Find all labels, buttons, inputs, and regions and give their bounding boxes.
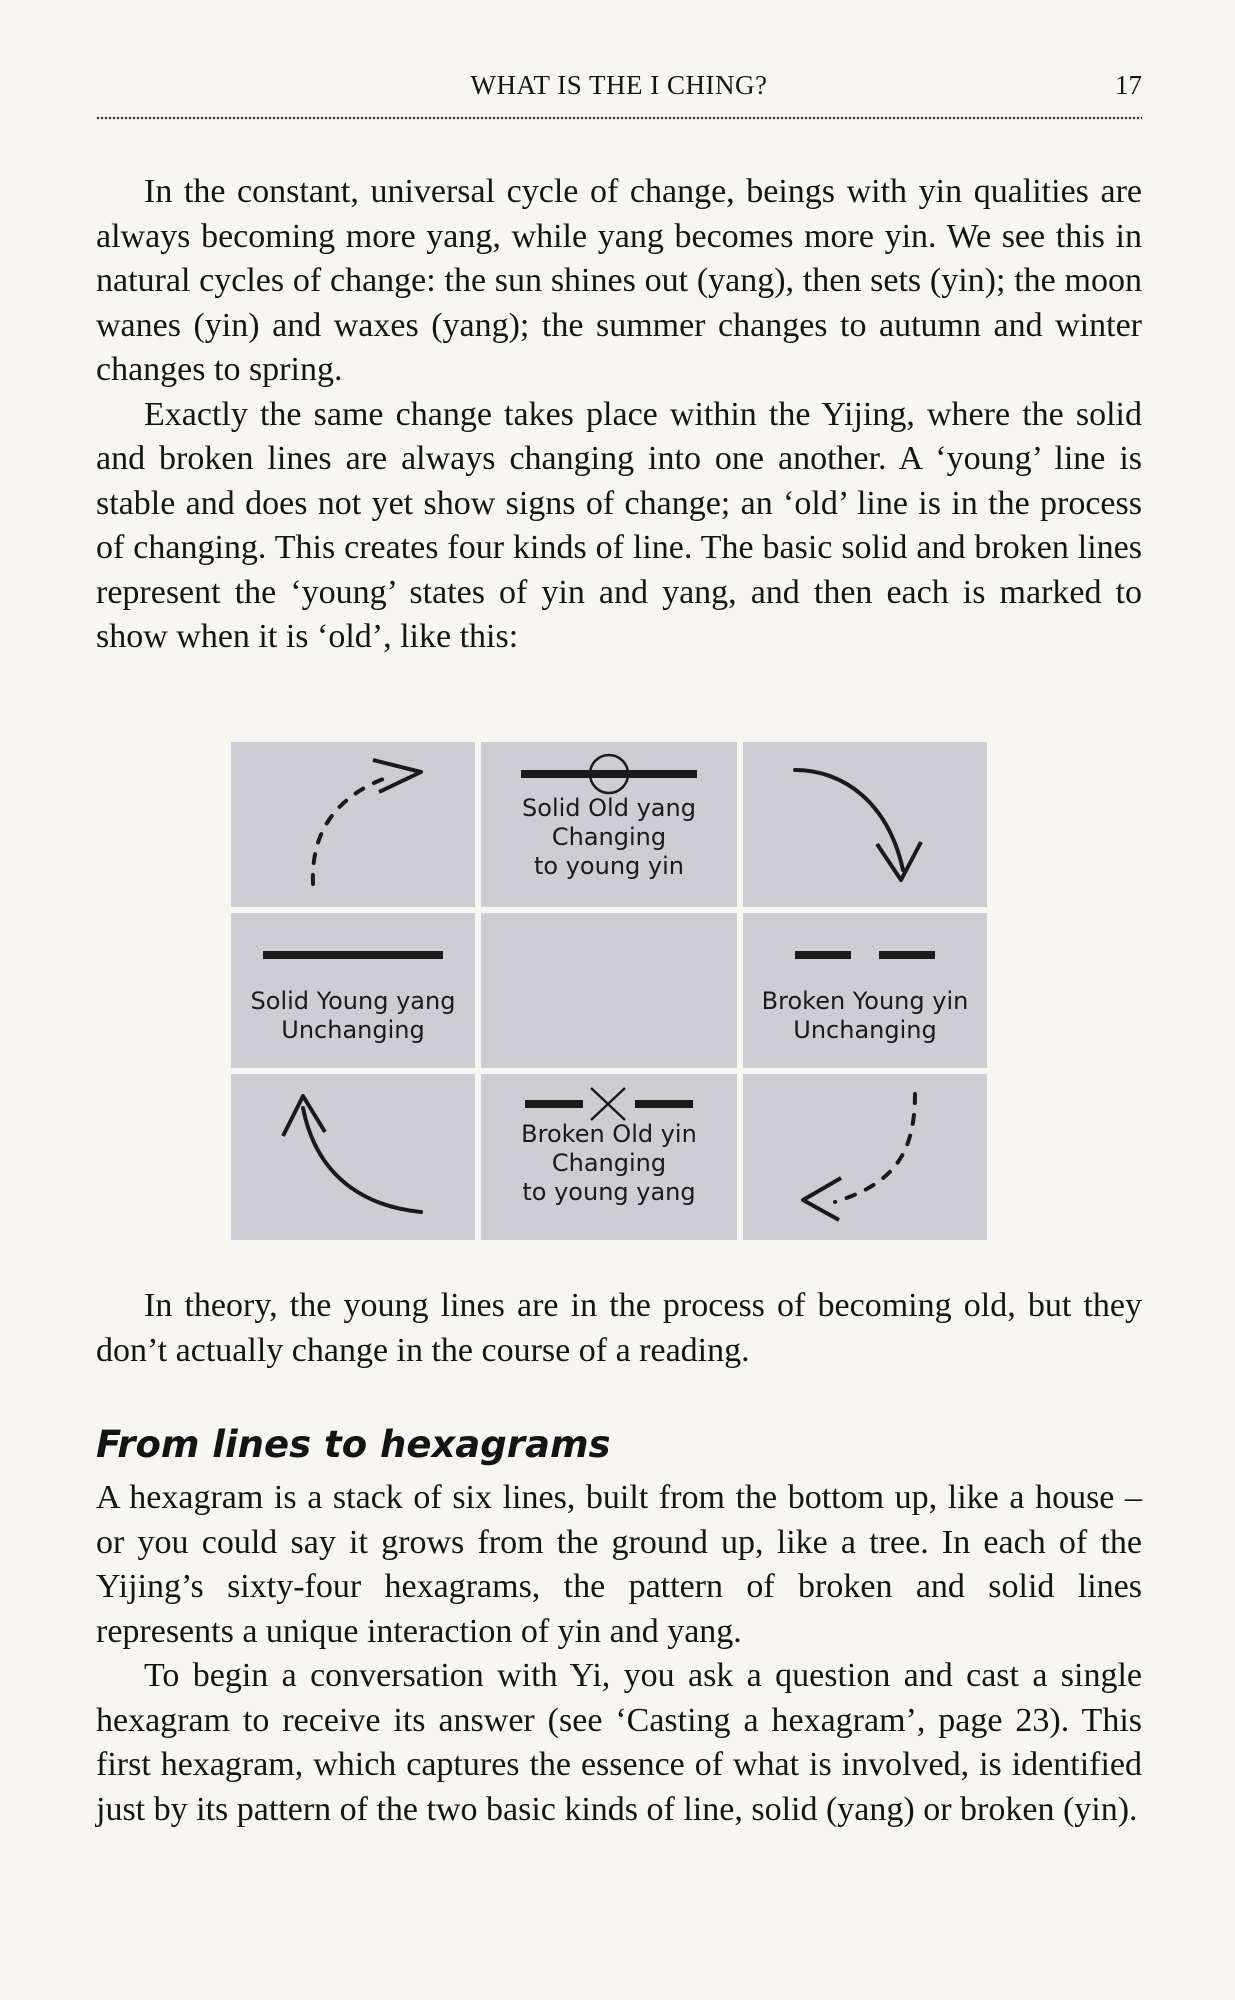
broken-old-label-line-2: Changing — [551, 1149, 667, 1177]
section-heading: From lines to hexagrams — [96, 1423, 611, 1466]
solid-old-cell — [481, 742, 737, 907]
solid-old-label — [481, 794, 737, 881]
arrow-cell-bottom-right — [743, 1074, 987, 1240]
paragraph-1: In the constant, universal cycle of change, beings with yin qualities are always becoming more yang, while yang becomes more yin. We see this in natural cycles of change: the sun shines out (yang), then sets (yin); the moon wanes (yin) and waxes (yang); the summer changes to autumn and winter changes to spring. — [96, 173, 1142, 388]
arrow-cell-top-left — [231, 742, 475, 907]
solid-young-label-line-2: Unchanging — [281, 1016, 425, 1044]
running-title: WHAT IS THE I CHING? — [470, 70, 768, 100]
running-head — [96, 70, 1142, 110]
solid-young-label-line-1: Solid Young yang — [250, 987, 456, 1015]
solid-young-cell — [231, 913, 475, 1068]
solid-old-label-line-1: Solid Old yang — [522, 794, 696, 822]
solid-old-label-line-2: Changing — [551, 823, 667, 851]
dashed-curved-arrow-icon — [231, 742, 475, 907]
broken-old-cell — [481, 1074, 737, 1240]
broken-young-label-line-1: Broken Young yin — [761, 987, 969, 1015]
solid-young-label — [231, 987, 475, 1045]
paragraph-3: In theory, the young lines are in the process of becoming old, but they don’t actually change in the course of a reading. — [96, 1287, 1142, 1369]
page-number: 17 — [1115, 70, 1142, 100]
post-figure-text — [96, 1284, 1142, 1373]
paragraph-4: A hexagram is a stack of six lines, built from the bottom up, like a house – or you could say it grows from the ground up, like a tree. In each of the Yijing’s sixty-four hexagrams, the pattern of broken and solid lines represents a unique interaction of yin and yang. — [96, 1479, 1142, 1650]
broken-old-label — [481, 1120, 737, 1207]
paragraph-5: To begin a conversation with Yi, you ask a question and cast a single hexagram to receive its answer (see ‘Casting a hexagram’, page 23). This first hexagram, which captures the essence of what is involved, is identified just by its pattern of the two basic kinds of line, solid (yang) or broken (yin). — [96, 1657, 1142, 1828]
broken-young-label-line-2: Unchanging — [793, 1016, 937, 1044]
solid-old-label-line-3: to young yin — [534, 852, 684, 880]
dashed-curved-arrow-left-icon — [743, 1074, 987, 1240]
broken-old-label-line-1: Broken Old yin — [521, 1120, 697, 1148]
broken-young-cell — [743, 913, 987, 1068]
opening-text — [96, 170, 1142, 660]
arrow-cell-top-right — [743, 742, 987, 907]
curved-arrow-up-icon — [231, 1074, 475, 1240]
arrow-cell-bottom-left — [231, 1074, 475, 1240]
paragraph-2: Exactly the same change takes place within the Yijing, where the solid and broken lines are always changing into one another. A ‘young’ line is stable and does not yet show signs of change; an ‘old’ line is in the process of changing. This creates four kinds of line. The basic solid and broken lines represent the ‘young’ states of yin and yang, and then each is marked to show when it is ‘old’, like this: — [96, 395, 1142, 655]
curved-arrow-down-icon — [743, 742, 987, 907]
broken-young-label — [743, 987, 987, 1045]
line-types-figure — [231, 742, 987, 1240]
center-cell — [481, 913, 737, 1068]
broken-old-label-line-3: to young yang — [522, 1178, 696, 1206]
hexagram-section-text — [96, 1476, 1142, 1832]
header-rule — [96, 116, 1142, 120]
